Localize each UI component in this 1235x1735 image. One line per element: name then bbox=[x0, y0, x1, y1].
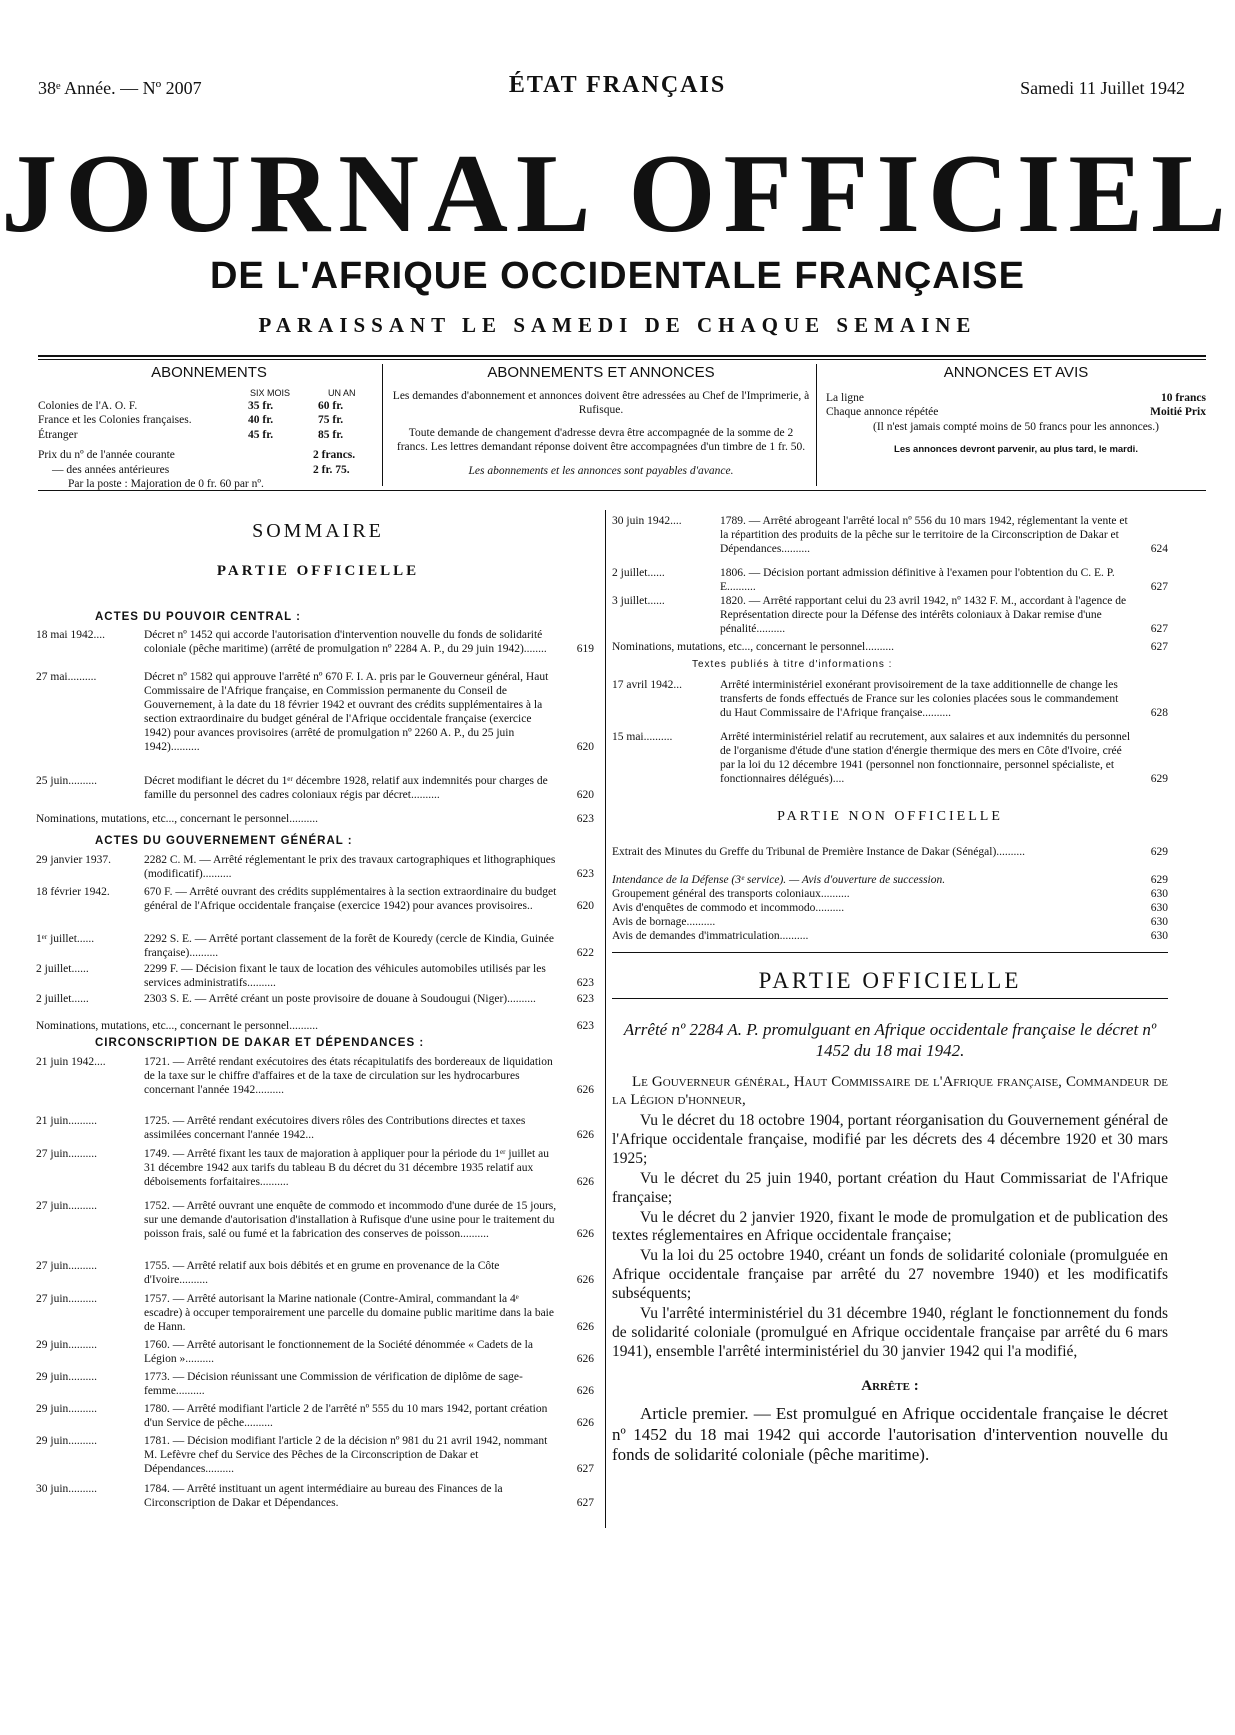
annonces-avis-title: ANNONCES ET AVIS bbox=[943, 364, 1089, 381]
column-divider bbox=[605, 510, 606, 1528]
list-item: Nominations, mutations, etc..., concernant le personnel.......... 623 bbox=[36, 1020, 594, 1032]
periodicity: PARAISSANT LE SAMEDI DE CHAQUE SEMAINE bbox=[258, 313, 977, 337]
list-item: Avis de demandes d'immatriculation.......... 630 bbox=[612, 930, 1168, 942]
sommaire-title: SOMMAIRE bbox=[252, 520, 384, 542]
list-item: Groupement général des transports coloniaux.......... 630 bbox=[612, 888, 1168, 900]
list-item: 21 juin.......... 1725. — Arrêté rendant exécutoires divers rôles des Contributions directes et taxes assimilées concernant l'année 1942... 626 bbox=[36, 1115, 594, 1142]
vu-paragraph: Vu l'arrêté interministériel du 31 décembre 1940, réglant le fonctionnement du fonds de solidarité coloniale (promulgué en Afrique occidentale française par arrêté du 6 mars 1941), ensemble l'arrêté interministériel du 30 janvier 1942 qui l'a modifié, bbox=[612, 1305, 1168, 1360]
toc-right bbox=[612, 0, 1168, 1735]
list-item: 27 juin.......... 1749. — Arrêté fixant les taux de majoration à appliquer pour la période du 1ᵉʳ juillet au 31 décembre 1942 aux tarifs du tableau B du décret du 31 décembre 1935 relatif aux déboisements forfaitaires.......... 626 bbox=[36, 1148, 594, 1189]
list-item: 29 juin.......... 1760. — Arrêté autorisant le fonctionnement de la Société dénommée « Cadets de la Légion ».......... 626 bbox=[36, 1339, 594, 1366]
list-item: Intendance de la Défense (3ᵉ service). — Avis d'ouverture de succession. 629 bbox=[612, 874, 1168, 886]
partie-officielle-title: PARTIE OFFICIELLE bbox=[758, 968, 1022, 993]
list-item: 18 mai 1942.... Décret nº 1452 qui accorde l'autorisation d'intervention nouvelle du fonds de solidarité coloniale (pêche maritime) (arrêté de promulgation nº 2284 A. P., du 29 juin 1942)........ 619 bbox=[36, 629, 594, 656]
section-gouvernement-general: ACTES DU GOUVERNEMENT GÉNÉRAL : bbox=[95, 835, 353, 847]
col-un-an: UN AN bbox=[328, 388, 356, 398]
abonnements-annonces-title: ABONNEMENTS ET ANNONCES bbox=[487, 364, 715, 381]
subtitle: DE L'AFRIQUE OCCIDENTALE FRANÇAISE bbox=[209, 255, 1025, 297]
list-item: 27 juin.......... 1755. — Arrêté relatif aux bois débités et en grume en provenance de la Côte d'Ivoire.......... 626 bbox=[36, 1260, 594, 1287]
list-item: 2 juillet...... 1806. — Décision portant admission définitive à l'examen pour l'obtention du C. E. P. E.......... 627 bbox=[612, 567, 1168, 594]
vu-paragraph: Vu la loi du 25 octobre 1940, créant un fonds de solidarité coloniale (promulguée en Afrique occidentale française par arrêté du 27 novembre 1940) et les modificatifs subséquents; bbox=[612, 1247, 1168, 1303]
issue-date: Samedi 11 Juillet 1942 bbox=[1020, 78, 1185, 98]
vu-paragraph: Vu le décret du 18 octobre 1904, portant réorganisation du Gouvernement général de l'Afrique occidentale française, modifié par les décrets des 4 décembre 1920 et 30 mars 1925; bbox=[612, 1112, 1168, 1167]
list-item: 30 juin 1942.... 1789. — Arrêté abrogeant l'arrêté local nº 556 du 10 mars 1942, réglementant la vente et la répartition des produits de la pêche sur le territoire de la Circonscription de Dakar et Dépendances.......... 624 bbox=[612, 515, 1168, 556]
article-premier: Article premier. — Est promulgué en Afrique occidentale française le décret nº 1452 du 18 mai 1942 qui accorde l'autorisation d'intervention nouvelle du fonds de solidarité coloniale (pêche maritime). bbox=[612, 1404, 1168, 1465]
poste-majoration: Par la poste : Majoration de 0 fr. 60 par nº. bbox=[68, 477, 264, 490]
etat-francais: ÉTAT FRANÇAIS bbox=[508, 72, 727, 98]
list-item: 29 juin.......... 1773. — Décision réunissant une Commission de vérification de diplôme de sage-femme.......... 626 bbox=[36, 1371, 594, 1398]
prix-row: — des années antérieures 2 fr. 75. bbox=[52, 463, 350, 476]
section-pouvoir-central: ACTES DU POUVOIR CENTRAL : bbox=[95, 611, 301, 623]
list-item: 21 juin 1942.... 1721. — Arrêté rendant exécutoires des états récapitulatifs des bordereaux de liquidation de la taxe sur le chiffre d'affaires et de la taxe de circulation sur les hydrocarbures concernant l'année 1942.......... 626 bbox=[36, 1056, 594, 1097]
list-item: 2 juillet...... 2303 S. E. — Arrêté créant un poste provisoire de douane à Soudougui (Niger).......... 623 bbox=[36, 993, 594, 1005]
list-item: 1ᵉʳ juillet...... 2292 S. E. — Arrêté portant classement de la forêt de Kouredy (cercle de Kindia, Guinée française).......... 622 bbox=[36, 933, 594, 960]
list-item: Avis d'enquêtes de commodo et incommodo.......... 630 bbox=[612, 902, 1168, 914]
list-item: Nominations, mutations, etc..., concernant le personnel.......... 627 bbox=[612, 641, 1168, 653]
list-item: 3 juillet...... 1820. — Arrêté rapportant celui du 23 avril 1942, nº 1432 F. M., accordant à l'agence de Représentation directe pour la Défense des intérêts coloniaux à Dakar remise d'une pénalité.......... 627 bbox=[612, 595, 1168, 636]
list-item: 29 janvier 1937. 2282 C. M. — Arrêté réglementant le prix des travaux cartographiques et lithographiques (modificatif).......... 623 bbox=[36, 854, 594, 881]
abonnement-row: France et les Colonies françaises. 40 fr. 75 fr. bbox=[38, 414, 344, 427]
arrete-heading: Arrête : bbox=[861, 1378, 919, 1394]
list-item: 29 juin.......... 1781. — Décision modifiant l'article 2 de la décision nº 981 du 21 avril 1942, nommant M. Lefèvre chef du Service des Pêches de la Circonscription de Dakar et Dépendances.......... 627 bbox=[36, 1435, 594, 1476]
prix-row: Prix du nº de l'année courante 2 francs. bbox=[38, 449, 356, 462]
arrete-title: Arrêté nº 2284 A. P. promulguant en Afrique occidentale française le décret nº 1452 du 18 mai 1942. bbox=[623, 1020, 1157, 1060]
section-dakar: CIRCONSCRIPTION DE DAKAR ET DÉPENDANCES : bbox=[95, 1037, 425, 1049]
abonnements-title: ABONNEMENTS bbox=[151, 364, 267, 381]
issue-number: 38ᵉ Année. — Nº 2007 bbox=[38, 78, 202, 98]
annonces-avis-box: ANNONCES ET AVIS La ligne 10 francs Chaque annonce répétée Moitié Prix (Il n'est jamais compté moins de 50 francs pour les annonces.) Les annonces devront parvenir, au plus tard, le mardi. bbox=[826, 364, 1206, 456]
masthead: JOURNAL OFFICIEL bbox=[1, 132, 1234, 256]
list-item: Avis de bornage.......... 630 bbox=[612, 916, 1168, 928]
list-item: 18 février 1942. 670 F. — Arrêté ouvrant des crédits supplémentaires à la section extraordinaire du budget général de l'Afrique occidentale française (exercice 1942) pour avances provisoires.. 620 bbox=[36, 886, 594, 913]
partie-officielle-sommaire: PARTIE OFFICIELLE bbox=[216, 563, 420, 579]
section-rule bbox=[612, 998, 1168, 999]
textes-publies-heading: Textes publiés à titre d'informations : bbox=[692, 659, 893, 670]
partie-non-officielle: PARTIE NON OFFICIELLE bbox=[777, 809, 1003, 824]
list-item: Nominations, mutations, etc..., concernant le personnel.......... 623 bbox=[36, 813, 594, 825]
list-item: 27 juin.......... 1752. — Arrêté ouvrant une enquête de commodo et incommodo d'une durée de 15 jours, sur une demande d'autorisation d'installation à Rufisque d'une usine pour le traitement du poisson frais, salé ou fumé et la fabrication des conserves de poisson.......... 626 bbox=[36, 1200, 594, 1241]
col-six-mois: SIX MOIS bbox=[250, 388, 291, 398]
abonnement-row: Étranger 45 fr. 85 fr. bbox=[38, 428, 344, 441]
list-item: Extrait des Minutes du Greffe du Tribunal de Première Instance de Dakar (Sénégal).......... 629 bbox=[612, 846, 1168, 858]
list-item: 27 juin.......... 1757. — Arrêté autorisant la Marine nationale (Contre-Amiral, commandant la 4ᵉ escadre) à occuper temporairement une parcelle du domaine public maritime dans la baie de Hann. 626 bbox=[36, 1293, 594, 1334]
vus-block bbox=[612, 1112, 1168, 1363]
gouverneur-heading: Le Gouverneur général, Haut Commissaire de l'Afrique française, Commandeur de la Légion d'honneur, bbox=[612, 1074, 1168, 1109]
section-rule bbox=[612, 952, 1168, 953]
toc-left bbox=[36, 0, 594, 1735]
list-item: 25 juin.......... Décret modifiant le décret du 1ᵉʳ décembre 1928, relatif aux indemnités pour charges de famille du personnel des cadres coloniaux régis par décret.......... 620 bbox=[36, 775, 594, 802]
list-item: 30 juin.......... 1784. — Arrêté instituant un agent intermédiaire au bureau des Finances de la Circonscription de Dakar et Dépendances. 627 bbox=[36, 1483, 594, 1510]
list-item: 29 juin.......... 1780. — Arrêté modifiant l'article 2 de l'arrêté nº 555 du 10 mars 1942, portant création d'un Service de pêche.......... 626 bbox=[36, 1403, 594, 1430]
vu-paragraph: Vu le décret du 2 janvier 1920, fixant le mode de promulgation et de publication des textes réglementaires en Afrique occidentale française; bbox=[612, 1208, 1168, 1245]
list-item: 15 mai.......... Arrêté interministériel relatif au recrutement, aux salaires et aux indemnités du personnel de l'organisme d'étude d'une station d'énergie thermique des mers en Côte d'Ivoire, créé par la loi du 12 décembre 1941 (personnel non fonctionnaire, personnel spécialiste, et fonctionnaires délégués).... 629 bbox=[612, 731, 1168, 786]
vu-paragraph: Vu le décret du 25 juin 1940, portant création du Haut Commissariat de l'Afrique française; bbox=[612, 1169, 1168, 1206]
list-item: 27 mai.......... Décret nº 1582 qui approuve l'arrêté nº 670 F. I. A. pris par le Gouverneur général, Haut Commissaire de l'Afrique française, en Commission permanente du Conseil de Gouvernement, à la date du 18 février 1942 et ouvrant des crédits supplémentaires à la section extraordinaire du budget général de l'Afrique occidentale française (exercice 1942) pour avances provisoires (arrêté de promulgation nº 2260 A. P., du 25 juin 1942).......... 620 bbox=[36, 671, 594, 754]
abonnements-annonces-box: ABONNEMENTS ET ANNONCES Les demandes d'abonnement et annonces doivent être adressées au Chef de l'Imprimerie, à Rufisque. Toute demande de changement d'adresse devra être accompagnée de la somme de 2 francs. Les lettres demandant réponse doivent être accompagnées d'un timbre de 1 fr. 50. Les abonnements et les annonces sont payables d'avance. bbox=[392, 364, 810, 477]
list-item: 2 juillet...... 2299 F. — Décision fixant le taux de location des véhicules automobiles utilisés par les services administratifs.......... 623 bbox=[36, 963, 594, 990]
list-item: 17 avril 1942... Arrêté interministériel exonérant provisoirement de la taxe additionnelle de change les transferts de fonds effectués de France sur les colonies placées sous le commandement du Haut Commissaire de l'Afrique française.......... 628 bbox=[612, 679, 1168, 720]
abonnement-row: Colonies de l'A. O. F. 35 fr. 60 fr. bbox=[38, 400, 344, 412]
